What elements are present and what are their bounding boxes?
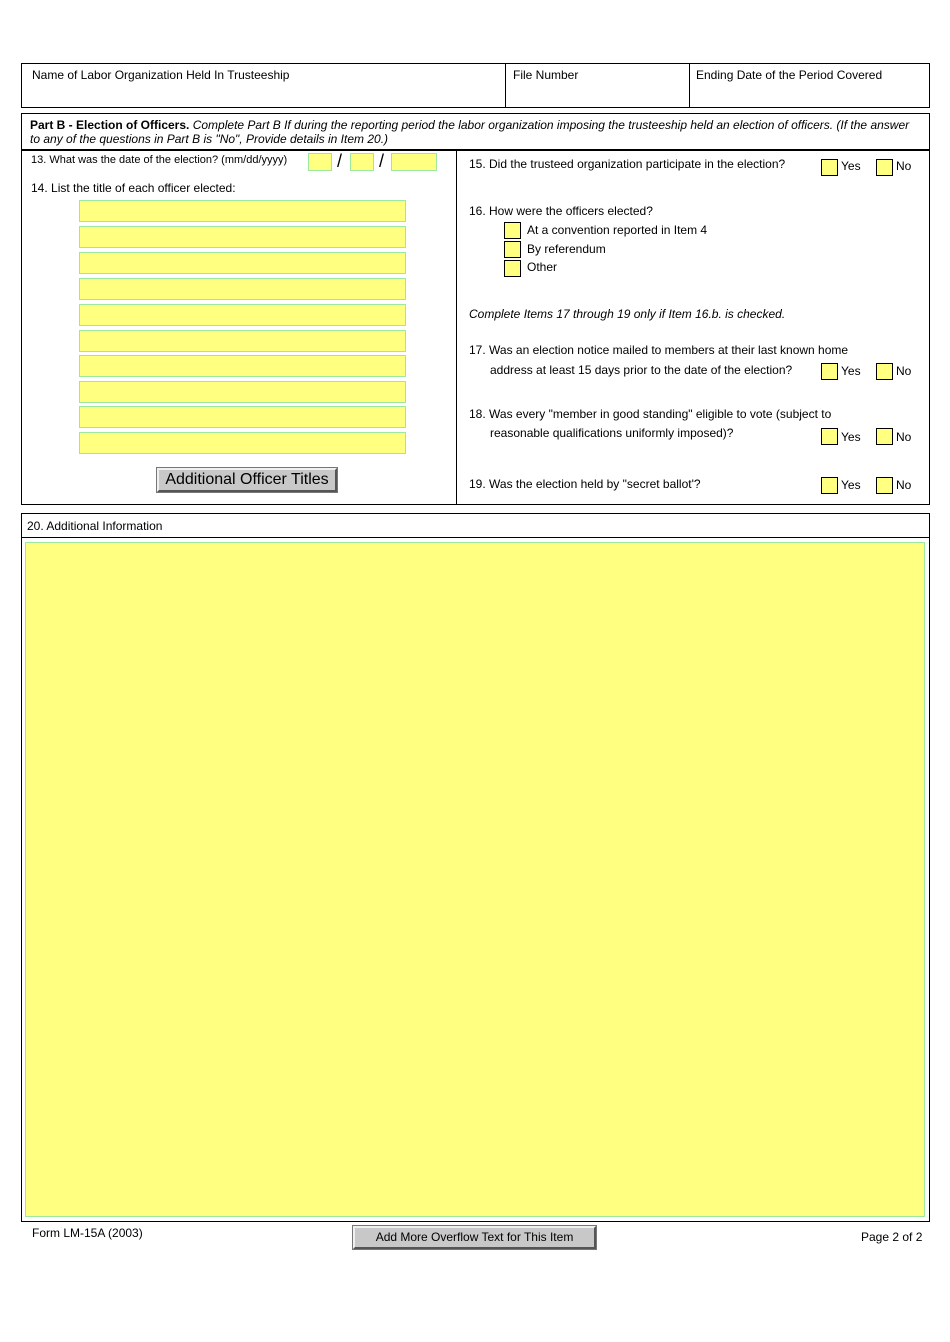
- date-separator-1: /: [337, 151, 343, 171]
- part-b-intro: [30, 118, 920, 146]
- q18-no-label: No: [896, 430, 912, 444]
- q19-yes-label: Yes: [841, 478, 861, 492]
- q17-label-line1: 17. Was an election notice mailed to members at their last known home: [469, 343, 849, 357]
- q14-label: 14. List the title of each officer elected:: [31, 181, 236, 195]
- items-17-19-note: Complete Items 17 through 19 only if Item 16.b. is checked.: [469, 307, 786, 321]
- form-number: Form LM-15A (2003): [32, 1226, 143, 1240]
- q18-label-line2: reasonable qualifications uniformly imposed)?: [490, 426, 734, 440]
- officer-title-input-10[interactable]: [79, 432, 406, 454]
- q15-yes-label: Yes: [841, 159, 861, 173]
- q20-label: 20. Additional Information: [27, 519, 163, 533]
- additional-officer-titles-button[interactable]: Additional Officer Titles: [157, 468, 337, 492]
- page-number: Page 2 of 2: [861, 1230, 923, 1244]
- part-b-instructions: Complete Part B If during the reporting period the labor organization imposing the trusteeship held an election of officers. (If the answer to any of the questions in Part B is "No", Provide details in Item 20.): [30, 118, 910, 146]
- officer-title-input-6[interactable]: [79, 330, 406, 352]
- officer-title-input-8[interactable]: [79, 381, 406, 403]
- additional-info-textarea[interactable]: [25, 542, 925, 1217]
- q15-no-checkbox[interactable]: [876, 159, 893, 176]
- officer-title-input-4[interactable]: [79, 278, 406, 300]
- officer-title-input-5[interactable]: [79, 304, 406, 326]
- election-year-input[interactable]: [391, 153, 437, 171]
- officer-title-input-1[interactable]: [79, 200, 406, 222]
- election-month-input[interactable]: [308, 153, 332, 171]
- election-day-input[interactable]: [350, 153, 374, 171]
- officer-title-input-2[interactable]: [79, 226, 406, 248]
- date-separator-2: /: [379, 151, 385, 171]
- q20-rule: [21, 537, 930, 538]
- file-number-label: File Number: [513, 68, 579, 82]
- officer-title-input-3[interactable]: [79, 252, 406, 274]
- q15-label: 15. Did the trusteed organization participate in the election?: [469, 157, 786, 171]
- header-divider-2: [689, 63, 690, 108]
- ending-date-label: Ending Date of the Period Covered: [696, 68, 883, 82]
- q15-no-label: No: [896, 159, 912, 173]
- q16-label: 16. How were the officers elected?: [469, 204, 653, 218]
- q19-label: 19. Was the election held by "secret ballot'?: [469, 477, 701, 491]
- q18-yes-checkbox[interactable]: [821, 428, 838, 445]
- q17-yes-checkbox[interactable]: [821, 363, 838, 380]
- q18-label-line1: 18. Was every "member in good standing" eligible to vote (subject to: [469, 407, 832, 421]
- q16-referendum-label: By referendum: [527, 242, 606, 256]
- q19-yes-checkbox[interactable]: [821, 477, 838, 494]
- q16-convention-checkbox[interactable]: [504, 222, 521, 239]
- q17-yes-label: Yes: [841, 364, 861, 378]
- q19-no-checkbox[interactable]: [876, 477, 893, 494]
- officer-title-input-7[interactable]: [79, 355, 406, 377]
- q17-no-checkbox[interactable]: [876, 363, 893, 380]
- part-b-column-divider: [456, 150, 457, 505]
- q13-label: 13. What was the date of the election? (mm/dd/yyyy): [31, 154, 288, 166]
- q15-yes-checkbox[interactable]: [821, 159, 838, 176]
- add-overflow-text-button[interactable]: Add More Overflow Text for This Item: [353, 1226, 596, 1249]
- q18-no-checkbox[interactable]: [876, 428, 893, 445]
- part-b-rule: [21, 149, 930, 151]
- q17-label-line2: address at least 15 days prior to the date of the election?: [490, 363, 793, 377]
- q16-other-checkbox[interactable]: [504, 260, 521, 277]
- q16-convention-label: At a convention reported in Item 4: [527, 223, 708, 237]
- header-divider-1: [505, 63, 506, 108]
- officer-title-input-9[interactable]: [79, 406, 406, 428]
- org-name-label: Name of Labor Organization Held In Trusteeship: [32, 68, 290, 82]
- q16-referendum-checkbox[interactable]: [504, 241, 521, 258]
- q17-no-label: No: [896, 364, 912, 378]
- q16-other-label: Other: [527, 260, 558, 274]
- q18-yes-label: Yes: [841, 430, 861, 444]
- q19-no-label: No: [896, 478, 912, 492]
- part-b-title: Part B - Election of Officers.: [30, 118, 190, 132]
